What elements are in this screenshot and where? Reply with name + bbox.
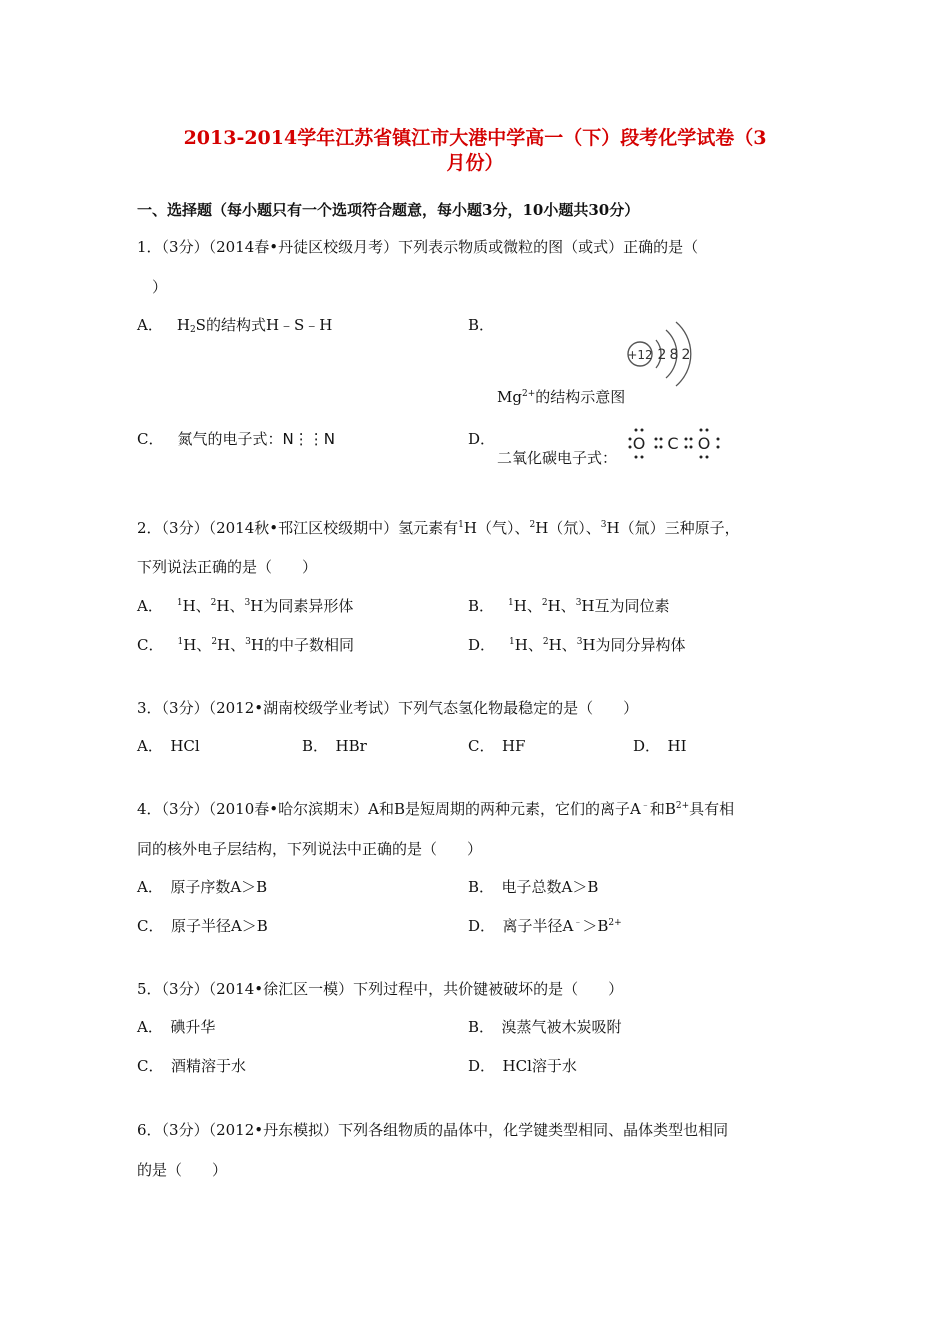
q2-b-h3: H	[581, 597, 595, 615]
shell-electrons-3: 2	[681, 347, 691, 363]
q4-option-c: C． 原子半径A＞B	[137, 917, 268, 935]
q4-option-d	[468, 919, 622, 934]
section-heading: 一、选择题（每小题只有一个选项符合题意，每小题3分，10小题共30分）	[137, 201, 640, 219]
q2-a-sup-2: 2	[210, 598, 217, 608]
q5-option-d: D． HCl溶于水	[468, 1057, 577, 1075]
q4-option-d-mid: ＞B	[582, 917, 609, 935]
q2-option-b-text: 互为同位素	[594, 597, 670, 615]
q2-c-h3: H	[250, 636, 264, 654]
q4-option-d-pre: D． 离子半径A	[468, 917, 574, 935]
exam-title-line1: 2013-2014学年江苏省镇江市大港中学高一（下）段考化学试卷（3	[183, 127, 767, 149]
q2-d-h3: H	[582, 636, 596, 654]
co2-electron-formula	[628, 426, 724, 460]
q1-option-b-label: B．	[468, 316, 495, 334]
q2-option-a-text: 为同素异形体	[263, 597, 354, 615]
q2-option-d-label: D．	[468, 636, 496, 654]
q2-b-sup-2: 2	[541, 598, 548, 608]
q5-option-a: A． 碘升华	[137, 1018, 216, 1036]
q2-sup-2: 2	[529, 520, 536, 530]
q1-option-d-label: D．	[468, 430, 496, 448]
q2-option-c-text: 的中子数相同	[263, 636, 354, 654]
exam-title-line2: 月份）	[446, 152, 504, 174]
q2-option-b-label: B．	[468, 597, 495, 615]
q2-d-sup-1: 1	[509, 637, 515, 647]
q2-b-h2: H、	[547, 597, 576, 615]
q4-stem-line1	[137, 802, 734, 817]
q1-option-b-mg: Mg	[497, 388, 522, 406]
q2-c-h1: H、	[183, 636, 212, 654]
q6-stem-line2: 的是（ ）	[137, 1161, 228, 1179]
q4-option-a: A． 原子序数A＞B	[137, 878, 268, 896]
q2-a-h2: H、	[216, 597, 245, 615]
q3-option-d: D． HI	[633, 737, 687, 755]
q4-option-b: B． 电子总数A＞B	[468, 878, 599, 896]
q2-option-a	[137, 599, 353, 614]
co2-oxygen-left: O	[632, 434, 646, 453]
mg-ion-structure-diagram	[620, 316, 700, 396]
q2-option-d	[468, 638, 686, 653]
q1-option-c-text: 氮气的电子式：	[177, 430, 283, 448]
q1-option-c-label: C．	[137, 430, 164, 448]
q2-d-sup-2: 2	[542, 637, 549, 647]
q5-option-b: B． 溴蒸气被木炭吸附	[468, 1018, 622, 1036]
q2-b-sup-1: 1	[508, 598, 514, 608]
q5-option-c: C． 酒精溶于水	[137, 1057, 246, 1075]
shell-electrons-2: 8	[669, 347, 679, 363]
q2-stem-part-c: H（氘）、	[535, 519, 601, 537]
q1-option-c	[137, 432, 335, 447]
q4-stem-line2: 同的核外电子层结构，下列说法中正确的是（ ）	[137, 840, 483, 858]
q2-b-sup-3: 3	[575, 598, 582, 608]
n2-electron-formula: N⋮⋮N	[282, 430, 335, 448]
q2-option-c	[137, 638, 354, 653]
q6-stem-line1: 6．（3分）（2012•丹东模拟）下列各组物质的晶体中，化学键类型相同、晶体类型也相同	[137, 1121, 729, 1139]
q1-option-b-caption	[497, 390, 625, 405]
q2-c-sup-1: 1	[177, 637, 184, 647]
co2-carbon: C	[667, 434, 679, 453]
q3-stem: 3．（3分）（2012•湖南校级学业考试）下列气态氢化物最稳定的是（ ）	[137, 699, 639, 717]
q2-c-h2: H、	[217, 636, 246, 654]
q1-option-a	[137, 318, 332, 333]
q1-option-b-charge: 2+	[521, 389, 536, 399]
q2-d-sup-3: 3	[576, 637, 583, 647]
q2-option-a-label: A．	[137, 597, 163, 615]
q1-option-a-h: H	[176, 316, 190, 334]
q2-stem-line1	[137, 521, 740, 536]
nucleus-charge: +12	[627, 348, 653, 362]
q2-stem-part-d: H（氚）三种原子，	[606, 519, 740, 537]
q1-option-a-text: S的结构式H﹣S﹣H	[195, 316, 333, 334]
q3-option-b: B． HBr	[302, 737, 367, 755]
q4-option-d-sup-2: 2+	[608, 918, 622, 928]
q2-b-h1: H、	[513, 597, 542, 615]
q4-stem-part-b: 和B	[649, 800, 676, 818]
q5-stem: 5．（3分）（2014•徐汇区一模）下列过程中，共价键被破坏的是（ ）	[137, 980, 624, 998]
q4-stem-part-a: 4．（3分）（2010春•哈尔滨期末）A和B是短周期的两种元素，它们的离子A	[137, 800, 641, 818]
q4-stem-sup-1: ﹣	[640, 801, 650, 811]
q2-option-c-label: C．	[137, 636, 164, 654]
q2-option-b	[468, 599, 670, 614]
q2-stem-part-a: 2．（3分）（2014秋•邗江区校级期中）氢元素有	[137, 519, 459, 537]
q1-option-b-text: 的结构示意图	[535, 388, 626, 406]
q2-d-h1: H、	[514, 636, 543, 654]
q2-a-h3: H	[250, 597, 264, 615]
q1-option-a-label: A．	[137, 316, 163, 334]
q1-stem-line1: 1．（3分）（2014春•丹徒区校级月考）下列表示物质或微粒的图（或式）正确的是（	[137, 238, 699, 256]
q2-sup-1: 1	[458, 520, 464, 530]
q4-stem-sup-2: 2+	[675, 801, 690, 811]
co2-oxygen-right: O	[697, 434, 711, 453]
q2-stem-part-b: H（气）、	[463, 519, 530, 537]
q2-sup-3: 3	[600, 520, 607, 530]
q1-option-d-text: 二氧化碳电子式：	[497, 449, 618, 467]
q2-c-sup-2: 2	[211, 637, 218, 647]
q1-stem-line2: ）	[152, 278, 168, 296]
q4-option-d-sup-1: ﹣	[573, 918, 583, 928]
q4-stem-part-c: 具有相	[689, 800, 735, 818]
shell-electrons-1: 2	[657, 347, 667, 363]
q3-option-a: A． HCl	[137, 737, 200, 755]
q2-d-h2: H、	[548, 636, 577, 654]
q2-c-sup-3: 3	[245, 637, 251, 647]
q1-option-a-sub: 2	[189, 325, 196, 335]
q2-a-sup-1: 1	[176, 598, 183, 608]
q3-option-c: C． HF	[468, 737, 526, 755]
q2-a-sup-3: 3	[244, 598, 251, 608]
q2-option-d-text: 为同分异构体	[595, 636, 686, 654]
q2-a-h1: H、	[182, 597, 211, 615]
q2-stem-line2: 下列说法正确的是（ ）	[137, 558, 318, 576]
